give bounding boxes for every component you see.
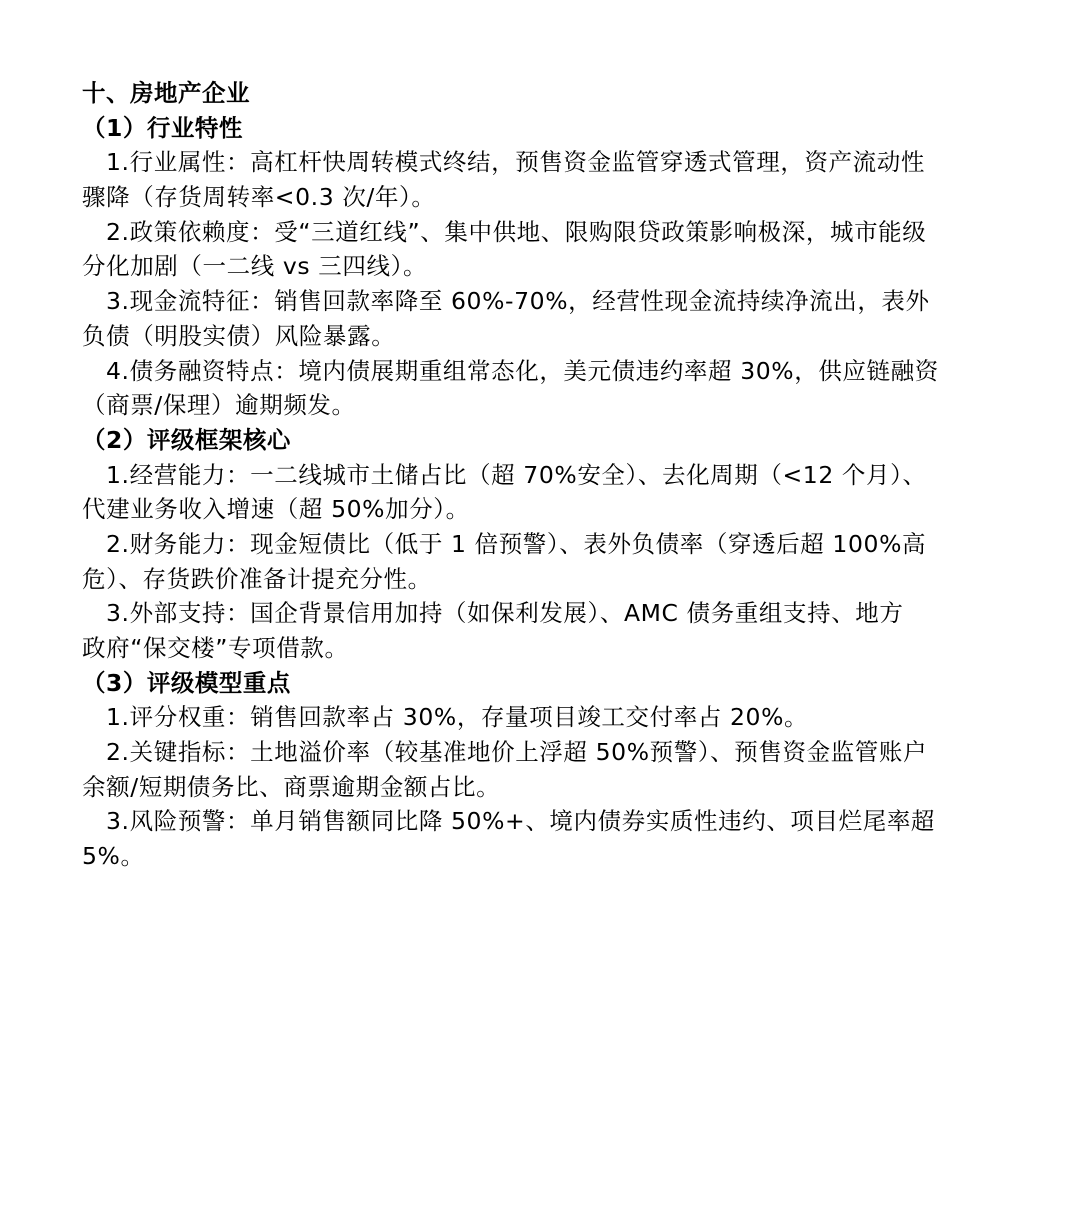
- section-title: 十、房地产企业: [82, 79, 250, 107]
- paragraph-line: 负债（明股实债）风险暴露。: [82, 321, 396, 350]
- paragraph-line: 1.经营能力：一二线城市土储占比（超 70%安全）、去化周期（<12 个月）、: [106, 460, 927, 489]
- paragraph-line: 3.现金流特征：销售回款率降至 60%-70%，经营性现金流持续净流出，表外: [106, 287, 930, 316]
- document-page: [82, 76, 997, 874]
- paragraph-line: 代建业务收入增速（超 50%加分）。: [82, 495, 470, 524]
- paragraph-line: 1.评分权重：销售回款率占 30%，存量项目竣工交付率占 20%。: [106, 703, 809, 732]
- paragraph-line: 分化加剧（一二线 vs 三四线）。: [82, 252, 428, 281]
- paragraph-line: 5%。: [82, 842, 145, 871]
- paragraph-line: 1.行业属性：高杠杆快周转模式终结，预售资金监管穿透式管理，资产流动性: [106, 148, 925, 177]
- subsection-heading-industry-characteristics: （1）行业特性: [82, 113, 243, 142]
- paragraph-line: 危）、存货跌价准备计提充分性。: [82, 564, 432, 593]
- paragraph-line: 2.关键指标：土地溢价率（较基准地价上浮超 50%预警）、预售资金监管账户: [106, 738, 928, 767]
- paragraph-line: 4.债务融资特点：境内债展期重组常态化，美元债违约率超 30%，供应链融资: [106, 356, 939, 385]
- paragraph-line: 3.风险预警：单月销售额同比降 50%+、境内债券实质性违约、项目烂尾率超: [106, 807, 936, 836]
- subsection-heading-rating-framework: （2）评级框架核心: [82, 425, 291, 454]
- paragraph-line: 骤降（存货周转率<0.3 次/年）。: [82, 183, 436, 212]
- paragraph-line: 2.财务能力：现金短债比（低于 1 倍预警）、表外负债率（穿透后超 100%高: [106, 529, 927, 558]
- paragraph-line: 3.外部支持：国企背景信用加持（如保利发展）、AMC 债务重组支持、地方: [106, 599, 904, 628]
- paragraph-line: 余额/短期债务比、商票逾期金额占比。: [82, 772, 501, 801]
- paragraph-line: 2.政策依赖度：受“三道红线”、集中供地、限购限贷政策影响极深，城市能级: [106, 217, 927, 246]
- paragraph-line: 政府“保交楼”专项借款。: [82, 634, 349, 662]
- paragraph-line: （商票/保理）逾期频发。: [82, 391, 356, 420]
- subsection-heading-rating-model: （3）评级模型重点: [82, 668, 291, 697]
